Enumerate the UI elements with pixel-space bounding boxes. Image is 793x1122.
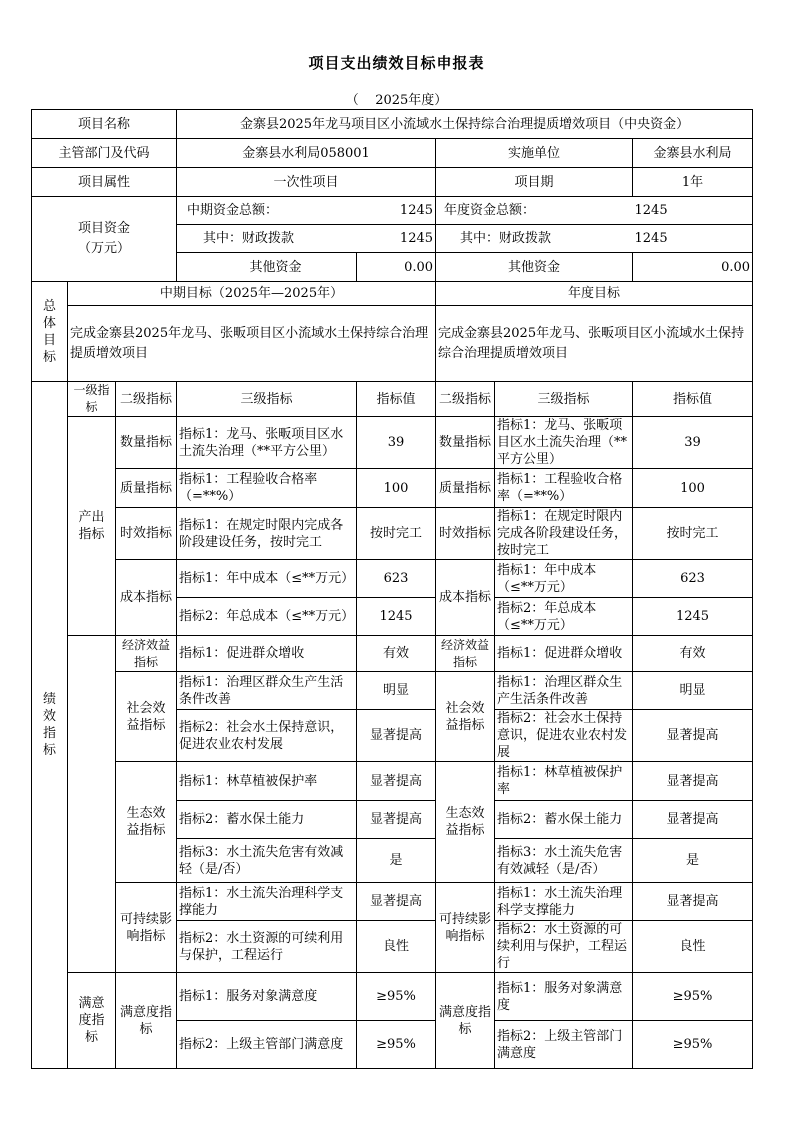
project-name-value: 金寨县2025年龙马项目区小流域水土保持综合治理提质增效项目（中央资金） bbox=[177, 110, 753, 139]
attr-label: 项目属性 bbox=[32, 168, 177, 197]
satis-indicator-annual: 满意度指标 bbox=[436, 973, 495, 1069]
annual-other-value: 0.00 bbox=[633, 253, 753, 282]
output-indicator: 产出指标 bbox=[68, 417, 116, 636]
page-title: 项目支出绩效目标申报表 bbox=[308, 54, 485, 72]
indicator-value: 有效 bbox=[357, 636, 436, 672]
indicator-text: 指标1：水土流失治理科学支撑能力 bbox=[177, 883, 357, 921]
indicator-text: 指标1：促进群众增收 bbox=[177, 636, 357, 672]
indicator-text: 指标1：林草植被保护率 bbox=[177, 762, 357, 801]
benefit-indicator bbox=[68, 636, 116, 973]
indicator-value: 显著提高 bbox=[633, 710, 753, 762]
indicator-text: 指标2：上级主管部门满意度 bbox=[495, 1021, 633, 1069]
indicator-value: 显著提高 bbox=[357, 710, 436, 762]
sustain-indicator-annual: 可持续影响指标 bbox=[436, 883, 495, 973]
annual-total-label: 年度资金总额： bbox=[436, 197, 633, 225]
indicator-value: 明显 bbox=[357, 672, 436, 710]
mid-total-label: 中期资金总额： bbox=[177, 197, 357, 225]
social-indicator-mid: 社会效益指标 bbox=[116, 672, 177, 762]
social-indicator-annual: 社会效益指标 bbox=[436, 672, 495, 762]
impl-value: 金寨县水利局 bbox=[633, 139, 753, 168]
quality-indicator-mid: 质量指标 bbox=[116, 469, 177, 508]
indicator-value: 良性 bbox=[633, 921, 753, 973]
indicator-value: 按时完工 bbox=[357, 508, 436, 560]
perf-indicator-label: 绩 效 指 标 bbox=[32, 382, 68, 1069]
indicator-value: ≥95% bbox=[357, 973, 436, 1021]
econ-indicator-annual: 经济效益指标 bbox=[436, 636, 495, 672]
indicator-value: ≥95% bbox=[357, 1021, 436, 1069]
mid-other-value: 0.00 bbox=[357, 253, 436, 282]
indicator-text: 指标1：龙马、张畈项目区水土流失治理（**平方公里） bbox=[177, 417, 357, 469]
indicator-value: 显著提高 bbox=[357, 883, 436, 921]
mid-goal-header: 中期目标（2025年—2025年） bbox=[68, 282, 436, 306]
indicator-value: 1245 bbox=[357, 598, 436, 636]
header-level1: 一级指标 bbox=[68, 382, 116, 417]
indicator-value: 1245 bbox=[633, 598, 753, 636]
timeliness-indicator-annual: 时效指标 bbox=[436, 508, 495, 560]
fund-label: 项目资金 （万元） bbox=[32, 197, 177, 282]
indicator-value: 按时完工 bbox=[633, 508, 753, 560]
indicator-value: 有效 bbox=[633, 636, 753, 672]
indicator-text: 指标1：水土流失治理科学支撑能力 bbox=[495, 883, 633, 921]
sustain-indicator-mid: 可持续影响指标 bbox=[116, 883, 177, 973]
quality-indicator-annual: 质量指标 bbox=[436, 469, 495, 508]
indicator-text: 指标1：龙马、张畈项目区水土流失治理（**平方公里） bbox=[495, 417, 633, 469]
indicator-value: 是 bbox=[357, 839, 436, 883]
indicator-text: 指标2：蓄水保土能力 bbox=[177, 801, 357, 839]
annual-fiscal-value: 1245 bbox=[633, 225, 753, 253]
indicator-value: 100 bbox=[357, 469, 436, 508]
quantity-indicator-annual: 数量指标 bbox=[436, 417, 495, 469]
indicator-value: ≥95% bbox=[633, 1021, 753, 1069]
indicator-value: 是 bbox=[633, 839, 753, 883]
indicator-value: 100 bbox=[633, 469, 753, 508]
econ-indicator-mid: 经济效益指标 bbox=[116, 636, 177, 672]
indicator-text: 指标3：水土流失危害有效减轻（是/否） bbox=[495, 839, 633, 883]
annual-goal-header: 年度目标 bbox=[436, 282, 753, 306]
indicator-text: 指标1：年中成本（≤**万元） bbox=[495, 560, 633, 598]
indicator-text: 指标1：服务对象满意度 bbox=[495, 973, 633, 1021]
annual-other-label: 其他资金 bbox=[436, 253, 633, 282]
cost-indicator-mid: 成本指标 bbox=[116, 560, 177, 636]
indicator-value: 显著提高 bbox=[357, 801, 436, 839]
indicator-text: 指标1：工程验收合格率（=**%） bbox=[495, 469, 633, 508]
indicator-text: 指标2：蓄水保土能力 bbox=[495, 801, 633, 839]
mid-other-label: 其他资金 bbox=[177, 253, 357, 282]
mid-fiscal-value: 1245 bbox=[357, 225, 436, 253]
indicator-text: 指标2：年总成本（≤**万元） bbox=[177, 598, 357, 636]
eco-indicator-annual: 生态效益指标 bbox=[436, 762, 495, 883]
year-line: （ 2025年度） bbox=[345, 93, 448, 108]
indicator-text: 指标1：治理区群众生产生活条件改善 bbox=[495, 672, 633, 710]
satisfaction-indicator: 满意度指标 bbox=[68, 973, 116, 1069]
dept-value: 金寨县水利局058001 bbox=[177, 139, 436, 168]
indicator-text: 指标2：水土资源的可续利用与保护，工程运行 bbox=[177, 921, 357, 973]
indicator-value: 良性 bbox=[357, 921, 436, 973]
indicator-value: 显著提高 bbox=[633, 801, 753, 839]
mid-total-value: 1245 bbox=[357, 197, 436, 225]
timeliness-indicator-mid: 时效指标 bbox=[116, 508, 177, 560]
indicator-value: ≥95% bbox=[633, 973, 753, 1021]
impl-label: 实施单位 bbox=[436, 139, 633, 168]
indicator-value: 623 bbox=[357, 560, 436, 598]
quantity-indicator-mid: 数量指标 bbox=[116, 417, 177, 469]
satis-indicator-mid: 满意度指标 bbox=[116, 973, 177, 1069]
annual-fiscal-label: 其中：财政拨款 bbox=[436, 225, 633, 253]
period-label: 项目期 bbox=[436, 168, 633, 197]
annual-total-value: 1245 bbox=[633, 197, 753, 225]
indicator-value: 明显 bbox=[633, 672, 753, 710]
indicator-text: 指标1：促进群众增收 bbox=[495, 636, 633, 672]
indicator-value: 623 bbox=[633, 560, 753, 598]
indicator-text: 指标1：在规定时限内完成各阶段建设任务，按时完工 bbox=[177, 508, 357, 560]
indicator-value: 显著提高 bbox=[633, 883, 753, 921]
indicator-text: 指标2：水土资源的可续利用与保护，工程运行 bbox=[495, 921, 633, 973]
header-value-mid: 指标值 bbox=[357, 382, 436, 417]
attr-value: 一次性项目 bbox=[177, 168, 436, 197]
indicator-text: 指标3：水土流失危害有效减轻（是/否） bbox=[177, 839, 357, 883]
indicator-text: 指标2：社会水土保持意识，促进农业农村发展 bbox=[177, 710, 357, 762]
indicator-text: 指标2：社会水土保持意识，促进农业农村发展 bbox=[495, 710, 633, 762]
indicator-text: 指标1：工程验收合格率（=**%） bbox=[177, 469, 357, 508]
mid-goal-text: 完成金寨县2025年龙马、张畈项目区小流域水土保持综合治理提质增效项目 bbox=[68, 306, 436, 382]
cost-indicator-annual: 成本指标 bbox=[436, 560, 495, 636]
annual-goal-text: 完成金寨县2025年龙马、张畈项目区小流域水土保持综合治理提质增效项目 bbox=[436, 306, 753, 382]
performance-table bbox=[31, 109, 753, 1069]
eco-indicator-mid: 生态效益指标 bbox=[116, 762, 177, 883]
dept-label: 主管部门及代码 bbox=[32, 139, 177, 168]
indicator-value: 39 bbox=[357, 417, 436, 469]
project-name-label: 项目名称 bbox=[32, 110, 177, 139]
mid-fiscal-label: 其中：财政拨款 bbox=[177, 225, 357, 253]
header-level3-mid: 三级指标 bbox=[177, 382, 357, 417]
indicator-value: 39 bbox=[633, 417, 753, 469]
indicator-text: 指标2：上级主管部门满意度 bbox=[177, 1021, 357, 1069]
indicator-text: 指标1：林草植被保护率 bbox=[495, 762, 633, 801]
indicator-value: 显著提高 bbox=[357, 762, 436, 801]
period-value: 1年 bbox=[633, 168, 753, 197]
indicator-text: 指标1：服务对象满意度 bbox=[177, 973, 357, 1021]
header-level2-annual: 二级指标 bbox=[436, 382, 495, 417]
indicator-text: 指标1：治理区群众生产生活条件改善 bbox=[177, 672, 357, 710]
indicator-text: 指标1：年中成本（≤**万元） bbox=[177, 560, 357, 598]
header-level3-annual: 三级指标 bbox=[495, 382, 633, 417]
header-value-annual: 指标值 bbox=[633, 382, 753, 417]
indicator-text: 指标2：年总成本（≤**万元） bbox=[495, 598, 633, 636]
indicator-value: 显著提高 bbox=[633, 762, 753, 801]
overall-goal-label: 总 体 目 标 bbox=[32, 282, 68, 382]
header-level2-mid: 二级指标 bbox=[116, 382, 177, 417]
indicator-text: 指标1：在规定时限内完成各阶段建设任务，按时完工 bbox=[495, 508, 633, 560]
